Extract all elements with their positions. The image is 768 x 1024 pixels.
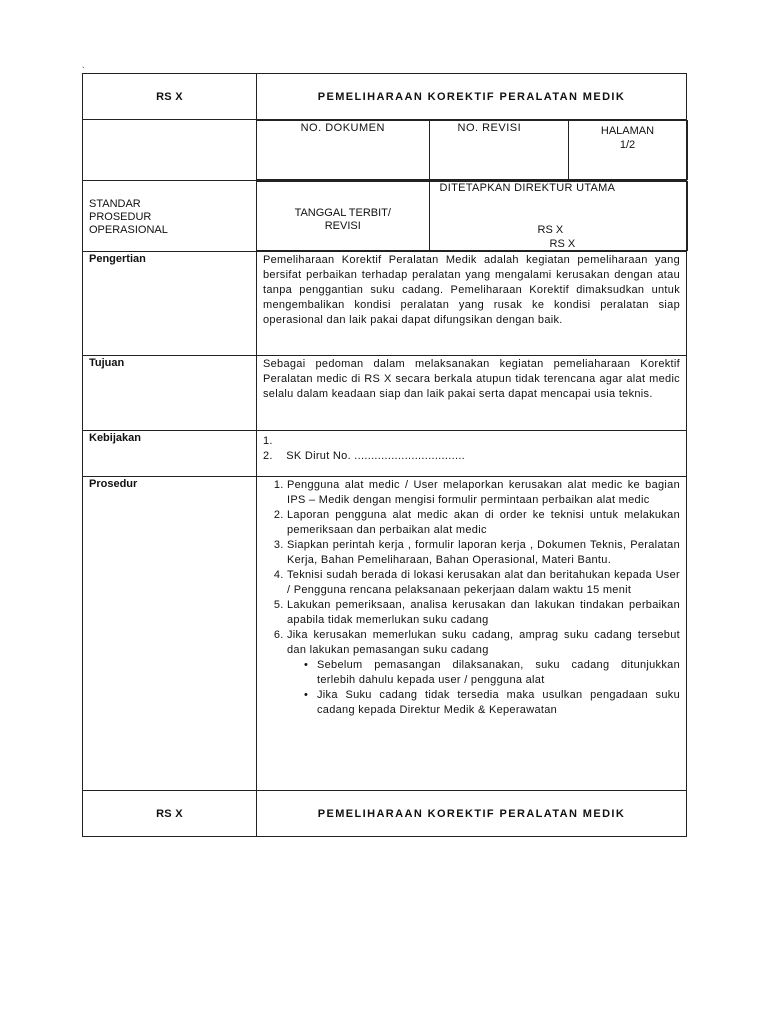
sop-document xyxy=(82,73,686,837)
footer-hospital-name: RS X xyxy=(83,791,257,837)
tujuan-label: Tujuan xyxy=(83,356,257,431)
pengertian-label: Pengertian xyxy=(83,252,257,356)
prosedur-step-text: Jika kerusakan memerlukan suku cadang, amprag suku cadang tersebut dan lakukan pemasangan suku cadang xyxy=(287,629,680,656)
signer-line1: RS X xyxy=(537,224,564,236)
kebijakan-item: 2. SK Dirut No. ................................. xyxy=(263,450,466,462)
kebijakan-item: 1. xyxy=(263,435,273,447)
halaman-label: HALAMAN xyxy=(600,125,655,137)
revisi-label: REVISI xyxy=(324,220,361,232)
prosedur-step: 4. Teknisi sudah berada di lokasi kerusakan alat dan beritahukan kepada User / Pengguna rencana pelaksanaan pekerjaan dalam waktu 15 menit xyxy=(287,568,680,598)
prosedur-sub-step: • Jika Suku cadang tidak tersedia maka usulkan pengadaan suku cadang kepada Direktur Medik & Keperawatan xyxy=(317,688,680,718)
kebijakan-content xyxy=(257,431,687,477)
signer-line2: RS X xyxy=(549,238,576,250)
halaman-cell xyxy=(568,121,687,180)
no-revisi-label: NO. REVISI xyxy=(429,121,568,180)
stray-mark: ` xyxy=(82,66,85,75)
sop-table xyxy=(82,73,687,837)
prosedur-label: Prosedur xyxy=(83,477,257,791)
document-info-cell xyxy=(257,120,687,181)
tanggal-terbit-label: TANGGAL TERBIT/ xyxy=(294,207,391,219)
sop-label-line2: PROSEDUR xyxy=(89,211,152,223)
prosedur-step: 5. Lakukan pemeriksaan, analisa kerusakan dan lakukan tindakan perbaikan apabila tidak memerlukan suku cadang xyxy=(287,598,680,628)
tujuan-text: Sebagai pedoman dalam melaksanakan kegiatan pemeliaharaan Korektif Peralatan medic di RS X secara berkala atupun tidak terencana agar alat medic selalu dalam keadaan siap dan laik pakai serta dapat mencapai usia teknis. xyxy=(257,356,687,431)
document-title: PEMELIHARAAN KOREKTIF PERALATAN MEDIK xyxy=(257,74,687,120)
pengertian-text: Pemeliharaan Korektif Peralatan Medik adalah kegiatan pemeliharaan yang bersifat perbaikan terhadap peralatan yang mengalami kerusakan dengan atau tanpa penggantian suku cadang. Pemeliharaan Korektif dimaksudkan untuk mengembalikan kondisi peralatan yang rusak ke kondisi peralatan siap operasional dan laik pakai dapat difungsikan dengan baik. xyxy=(257,252,687,356)
prosedur-sub-steps xyxy=(287,658,680,718)
sop-label-cell xyxy=(83,181,257,252)
prosedur-content xyxy=(257,477,687,791)
director-cell xyxy=(429,182,687,251)
prosedur-step: 1. Pengguna alat medic / User melaporkan kerusakan alat medic ke bagian IPS – Medik dengan mengisi formulir permintaan perbaikan alat medic xyxy=(287,478,680,508)
prosedur-steps xyxy=(263,478,680,718)
approval-cell xyxy=(257,181,687,252)
ditetapkan-label: DITETAPKAN DIREKTUR UTAMA xyxy=(439,182,616,194)
footer-title: PEMELIHARAAN KOREKTIF PERALATAN MEDIK xyxy=(257,791,687,837)
header-blank-cell xyxy=(83,120,257,181)
kebijakan-label: Kebijakan xyxy=(83,431,257,477)
header-hospital-name: RS X xyxy=(83,74,257,120)
prosedur-sub-step: • Sebelum pemasangan dilaksanakan, suku cadang ditunjukkan terlebih dahulu kepada user / pengguna alat xyxy=(317,658,680,688)
sop-label-line1: STANDAR xyxy=(89,198,141,210)
prosedur-step: 2. Laporan pengguna alat medic akan di order ke teknisi untuk melakukan pemeriksaan dan perbaikan alat medic xyxy=(287,508,680,538)
tanggal-terbit-cell xyxy=(257,182,429,251)
prosedur-step: 3. Siapkan perintah kerja , formulir laporan kerja , Dokumen Teknis, Peralatan Kerja, Bahan Pemeliharaan, Bahan Operasional, Materi Bantu. xyxy=(287,538,680,568)
no-dokumen-label: NO. DOKUMEN xyxy=(257,121,429,180)
prosedur-step xyxy=(287,628,680,718)
sop-label-line3: OPERASIONAL xyxy=(89,224,168,236)
halaman-value: 1/2 xyxy=(619,139,636,151)
